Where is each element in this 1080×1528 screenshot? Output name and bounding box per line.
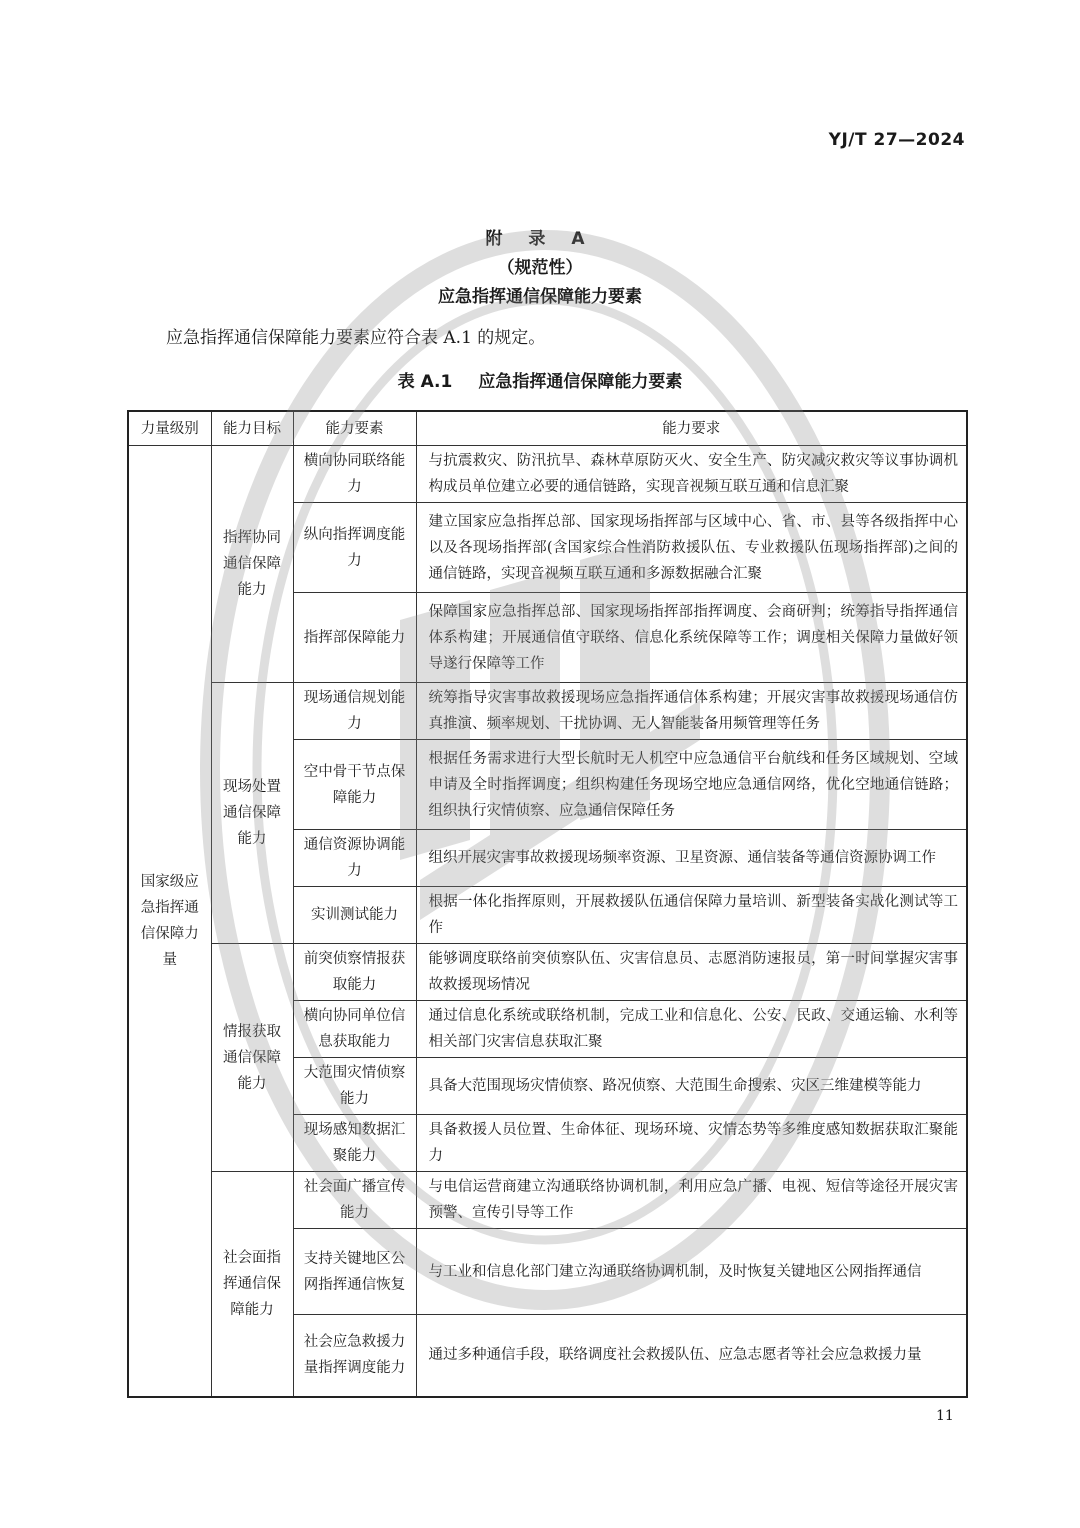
table-row bbox=[128, 683, 967, 740]
requirement-cell: 能够调度联络前突侦察队伍、灾害信息员、志愿消防速报员，第一时间掌握灾害事故救援现场情况 bbox=[416, 944, 967, 1001]
intro-paragraph: 应急指挥通信保障能力要素应符合表 A.1 的规定。 bbox=[166, 328, 546, 348]
element-cell: 空中骨干节点保障能力 bbox=[293, 740, 416, 830]
element-cell: 实训测试能力 bbox=[293, 887, 416, 944]
element-cell: 横向协同联络能力 bbox=[293, 446, 416, 503]
level-cell: 国家级应急指挥通信保障力量 bbox=[128, 446, 211, 1397]
requirements-table bbox=[127, 410, 968, 1398]
requirement-cell: 组织开展灾害事故救援现场频率资源、卫星资源、通信装备等通信资源协调工作 bbox=[416, 830, 967, 887]
goal-cell: 情报获取通信保障能力 bbox=[211, 944, 293, 1172]
requirement-cell: 具备大范围现场灾情侦察、路况侦察、大范围生命搜索、灾区三维建模等能力 bbox=[416, 1058, 967, 1115]
table-row bbox=[128, 446, 967, 503]
table-title: 应急指挥通信保障能力要素 bbox=[478, 372, 683, 392]
header-element: 能力要素 bbox=[293, 411, 416, 446]
header-requirement: 能力要求 bbox=[416, 411, 967, 446]
requirement-cell: 与工业和信息化部门建立沟通联络协调机制，及时恢复关键地区公网指挥通信 bbox=[416, 1229, 967, 1315]
table-row bbox=[128, 1172, 967, 1229]
requirement-cell: 与电信运营商建立沟通联络协调机制，利用应急广播、电视、短信等途径开展灾害预警、宣传引导等工作 bbox=[416, 1172, 967, 1229]
element-cell: 纵向指挥调度能力 bbox=[293, 503, 416, 593]
requirement-cell: 通过多种通信手段，联络调度社会救援队伍、应急志愿者等社会应急救援力量 bbox=[416, 1315, 967, 1397]
page-number: 11 bbox=[936, 1408, 954, 1424]
element-cell: 现场通信规划能力 bbox=[293, 683, 416, 740]
requirement-cell: 根据任务需求进行大型长航时无人机空中应急通信平台航线和任务区域规划、空域申请及全时指挥调度；组织构建任务现场空地应急通信网络，优化空地通信链路；组织执行灾情侦察、应急通信保障任务 bbox=[416, 740, 967, 830]
requirement-cell: 保障国家应急指挥总部、国家现场指挥部指挥调度、会商研判；统筹指导指挥通信体系构建；开展通信值守联络、信息化系统保障等工作；调度相关保障力量做好领导遂行保障等工作 bbox=[416, 593, 967, 683]
element-cell: 大范围灾情侦察能力 bbox=[293, 1058, 416, 1115]
element-cell: 横向协同单位信息获取能力 bbox=[293, 1001, 416, 1058]
requirement-cell: 通过信息化系统或联络机制，完成工业和信息化、公安、民政、交通运输、水利等相关部门灾害信息获取汇聚 bbox=[416, 1001, 967, 1058]
element-cell: 现场感知数据汇聚能力 bbox=[293, 1115, 416, 1172]
table-header-row bbox=[128, 411, 967, 446]
header-goal: 能力目标 bbox=[211, 411, 293, 446]
goal-cell: 社会面指挥通信保障能力 bbox=[211, 1172, 293, 1397]
header-level: 力量级别 bbox=[128, 411, 211, 446]
appendix-title: 附 录 A bbox=[485, 229, 595, 249]
element-cell: 支持关键地区公网指挥通信恢复 bbox=[293, 1229, 416, 1315]
element-cell: 指挥部保障能力 bbox=[293, 593, 416, 683]
requirement-cell: 根据一体化指挥原则，开展救援队伍通信保障力量培训、新型装备实战化测试等工作 bbox=[416, 887, 967, 944]
standard-code: YJ/T 27—2024 bbox=[828, 130, 965, 150]
requirement-cell: 建立国家应急指挥总部、国家现场指挥部与区域中心、省、市、县等各级指挥中心以及各现场指挥部(含国家综合性消防救援队伍、专业救援队伍现场指挥部)之间的通信链路，实现音视频互联互通和多源数据融合汇聚 bbox=[416, 503, 967, 593]
goal-cell: 现场处置通信保障能力 bbox=[211, 683, 293, 944]
element-cell: 社会应急救援力量指挥调度能力 bbox=[293, 1315, 416, 1397]
element-cell: 社会面广播宣传能力 bbox=[293, 1172, 416, 1229]
table-row bbox=[128, 944, 967, 1001]
table-caption bbox=[0, 367, 1080, 392]
appendix-subtitle: （规范性） bbox=[497, 258, 583, 278]
requirement-cell: 具备救援人员位置、生命体征、现场环境、灾情态势等多维度感知数据获取汇聚能力 bbox=[416, 1115, 967, 1172]
element-cell: 前突侦察情报获取能力 bbox=[293, 944, 416, 1001]
appendix-heading: 应急指挥通信保障能力要素 bbox=[438, 287, 642, 307]
requirement-cell: 与抗震救灾、防汛抗旱、森林草原防灭火、安全生产、防灾减灾救灾等议事协调机构成员单位建立必要的通信链路，实现音视频互联互通和信息汇聚 bbox=[416, 446, 967, 503]
element-cell: 通信资源协调能力 bbox=[293, 830, 416, 887]
table-number: 表 A.1 bbox=[397, 372, 453, 392]
requirement-cell: 统筹指导灾害事故救援现场应急指挥通信体系构建；开展灾害事故救援现场通信仿真推演、频率规划、干扰协调、无人智能装备用频管理等任务 bbox=[416, 683, 967, 740]
goal-cell: 指挥协同通信保障能力 bbox=[211, 446, 293, 683]
